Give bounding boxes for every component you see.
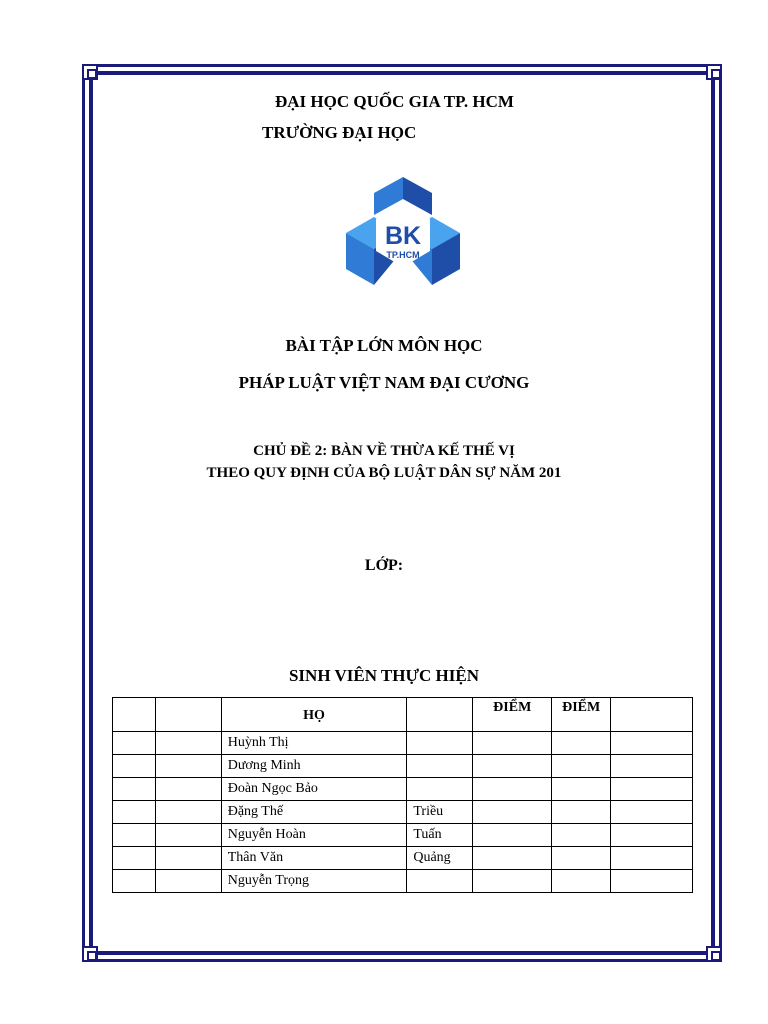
table-cell <box>552 824 611 847</box>
table-cell: Thân Văn <box>221 847 407 870</box>
table-cell: Đoàn Ngọc Bảo <box>221 778 407 801</box>
table-cell <box>473 732 552 755</box>
table-cell <box>407 732 473 755</box>
topic-line-1: CHỦ ĐỀ 2: BÀN VỀ THỪA KẾ THẾ VỊ <box>253 443 515 459</box>
topic-line-2: THEO QUY ĐỊNH CỦA BỘ LUẬT DÂN SỰ NĂM 201 <box>206 465 562 481</box>
table-cell <box>611 732 693 755</box>
table-cell <box>611 755 693 778</box>
table-cell: Dương Minh <box>221 755 407 778</box>
table-row <box>113 732 693 755</box>
table-cell <box>113 847 156 870</box>
table-cell <box>611 870 693 893</box>
logo-subtext: TP.HCM <box>386 250 420 260</box>
table-cell: Tuấn <box>407 824 473 847</box>
table-header-cell <box>611 698 693 732</box>
table-row <box>113 824 693 847</box>
table-cell <box>473 847 552 870</box>
table-cell <box>407 755 473 778</box>
assignment-title: BÀI TẬP LỚN MÔN HỌC <box>285 336 483 355</box>
table-cell <box>552 801 611 824</box>
border-corner-bottom-right <box>706 946 722 962</box>
table-cell <box>155 870 221 893</box>
table-cell <box>113 824 156 847</box>
table-cell: Nguyễn Hoàn <box>221 824 407 847</box>
table-cell: Triều <box>407 801 473 824</box>
table-cell: Nguyễn Trọng <box>221 870 407 893</box>
table-cell <box>473 801 552 824</box>
border-corner-top-left <box>82 64 98 80</box>
table-cell <box>552 755 611 778</box>
table-cell <box>473 778 552 801</box>
table-cell <box>552 732 611 755</box>
table-row <box>113 801 693 824</box>
table-cell <box>155 847 221 870</box>
table-cell <box>113 801 156 824</box>
table-cell <box>155 732 221 755</box>
table-cell <box>407 778 473 801</box>
logo-text: BK <box>384 222 422 250</box>
table-cell <box>473 755 552 778</box>
table-cell <box>473 824 552 847</box>
students-table <box>112 697 693 893</box>
table-cell <box>155 801 221 824</box>
table-header-cell <box>407 698 473 732</box>
border-corner-top-right <box>706 64 722 80</box>
table-cell <box>552 847 611 870</box>
students-heading: SINH VIÊN THỰC HIỆN <box>288 666 480 685</box>
table-row <box>113 755 693 778</box>
table-header-cell: ĐIỂM <box>552 698 611 732</box>
table-cell <box>155 824 221 847</box>
table-header-row <box>113 698 693 732</box>
table-cell <box>113 732 156 755</box>
school-name: TRƯỜNG ĐẠI HỌC <box>262 123 417 142</box>
table-row <box>113 847 693 870</box>
table-cell <box>611 801 693 824</box>
table-header-cell: HỌ <box>221 698 407 732</box>
table-cell <box>552 778 611 801</box>
table-cell <box>611 847 693 870</box>
table-cell <box>113 755 156 778</box>
table-cell <box>155 778 221 801</box>
table-cell <box>155 755 221 778</box>
border-corner-bottom-left <box>82 946 98 962</box>
course-name: PHÁP LUẬT VIỆT NAM ĐẠI CƯƠNG <box>238 373 530 392</box>
table-cell: Quảng <box>407 847 473 870</box>
table-cell <box>407 870 473 893</box>
table-cell: Đặng Thế <box>221 801 407 824</box>
table-row <box>113 778 693 801</box>
table-cell: Huỳnh Thị <box>221 732 407 755</box>
table-cell <box>113 778 156 801</box>
table-cell <box>552 870 611 893</box>
table-header-cell <box>113 698 156 732</box>
table-header-cell <box>155 698 221 732</box>
table-cell <box>113 870 156 893</box>
table-cell <box>611 778 693 801</box>
table-row <box>113 870 693 893</box>
table-cell <box>611 824 693 847</box>
table-cell <box>473 870 552 893</box>
class-label: LỚP: <box>364 557 404 574</box>
university-name: ĐẠI HỌC QUỐC GIA TP. HCM <box>275 92 514 111</box>
university-logo <box>344 177 462 289</box>
table-header-cell: ĐIỂM <box>473 698 552 732</box>
